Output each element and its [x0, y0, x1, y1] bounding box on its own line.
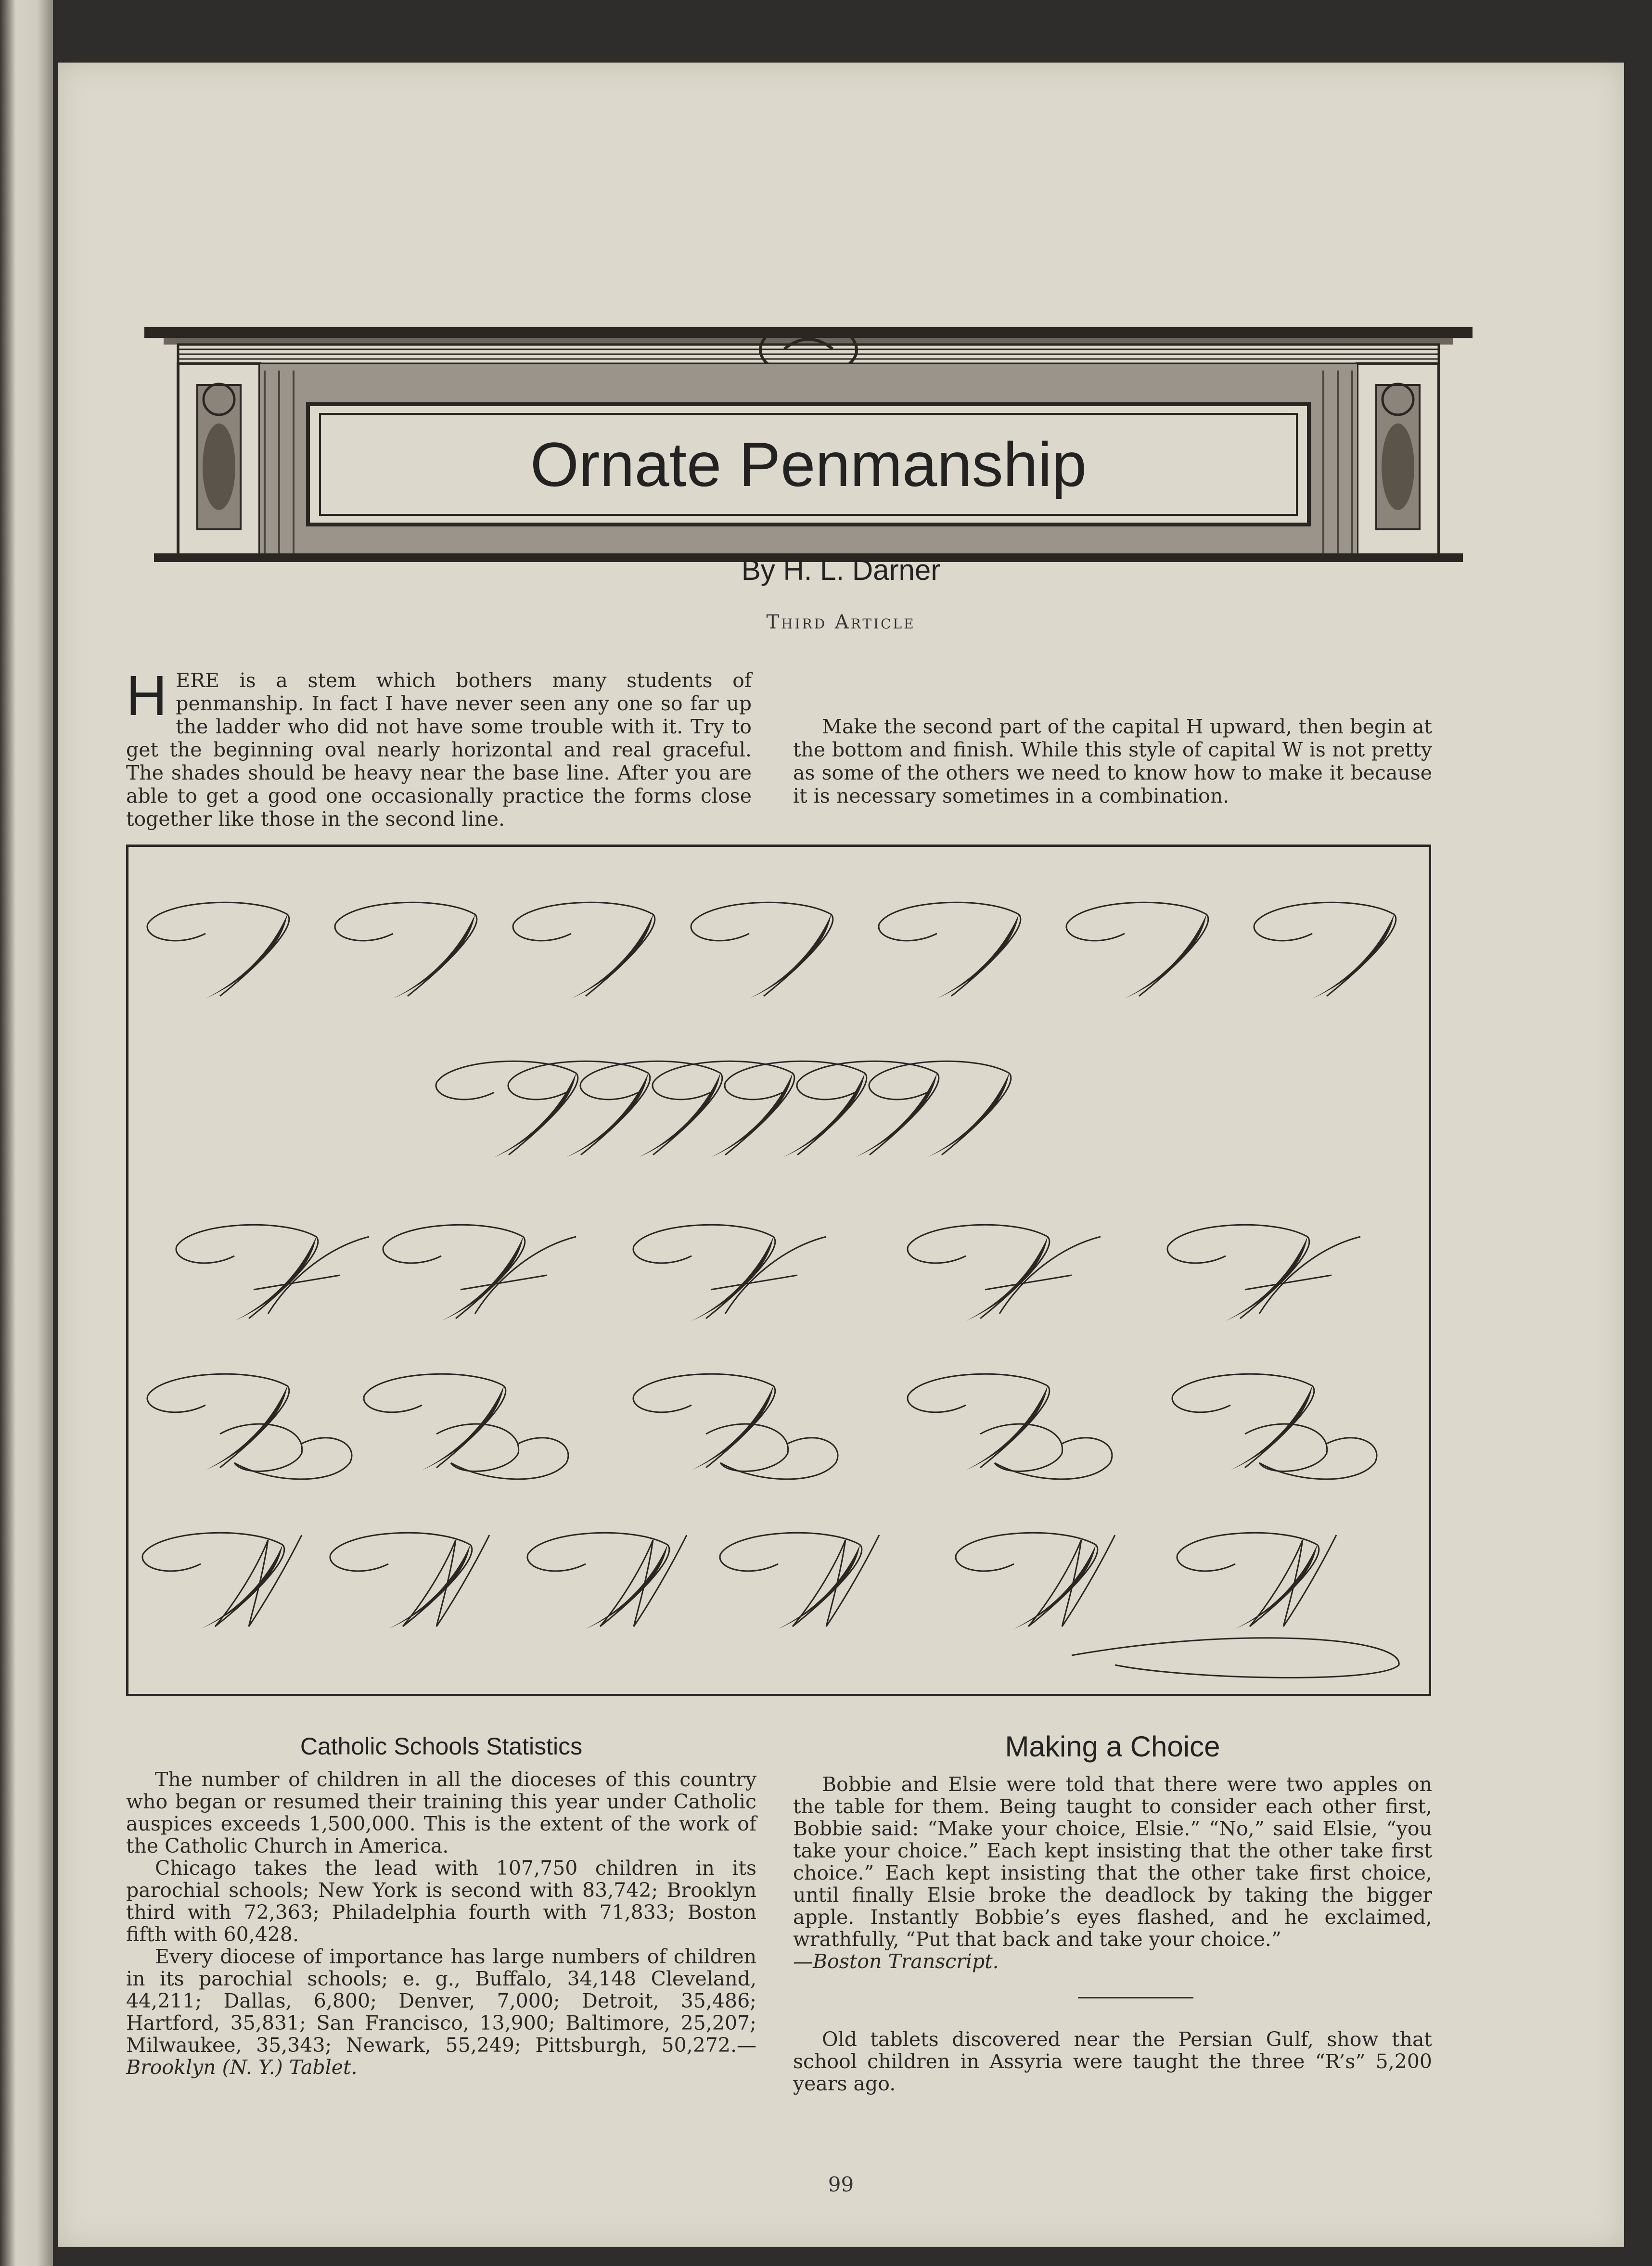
choice-source: —Boston Transcript. [793, 1950, 999, 1973]
row-capital-h [176, 1225, 1360, 1321]
choice-source-line [793, 1950, 1432, 1972]
row-stems [147, 902, 1396, 999]
article-column-right [793, 669, 1432, 807]
section-divider [1078, 1997, 1193, 1998]
catholic-paragraph-3 [126, 1946, 756, 2078]
row-capital-k [147, 1374, 1377, 1479]
choice-section-title: Making a Choice [1005, 1730, 1220, 1763]
catholic-source: Brooklyn (N. Y.) Tablet. [126, 2056, 358, 2079]
catholic-section-title: Catholic Schools Statistics [300, 1733, 583, 1760]
catholic-paragraph-1: The number of children in all the dioceses of this country who began or resumed their training this year under Catholic auspices exceeds 1,500,000. This is the extent of the work of the Catholic Church in America. [126, 1768, 756, 1857]
catholic-paragraph-3-text: Every diocese of importance has large numbers of children in its parochial schools; e. g., Buffalo, 34,148 Cleveland, 44,211; Dallas, 6,800; Denver, 7,000; Detroit, 35,486; Hartford, 35,831; San Francisco, 13,900; Baltimore, 25,207; Milwaukee, 35,343; Newark, 55,249; Pittsburgh, 50,272.— [126, 1945, 756, 2057]
choice-section-body [793, 1773, 1432, 1972]
tablets-paragraph: Old tablets discovered near the Persian Gulf, show that school children in Assyria were taught the three “R’s” 5,200 years ago. [793, 2028, 1432, 2095]
book-spine [0, 0, 53, 2266]
article-text: ERE is a stem which bothers many students of penmanship. In fact I have never seen any one so far up the ladder who did not have some trouble with it. Try to get the beginning oval nearly horizontal and real graceful. The shades should be heavy near the base line. After you are able to get a good one occasionally practice the forms close together like those in the second line. [126, 669, 752, 831]
ornate-header-banner [144, 255, 1473, 568]
article-column-left [126, 664, 752, 831]
penmanship-plate [126, 845, 1431, 1696]
row-capital-w [142, 1533, 1399, 1677]
article-paragraph [126, 664, 752, 831]
catholic-paragraph-2: Chicago takes the lead with 107,750 children in its parochial schools; New York is second with 83,742; Brooklyn third with 72,363; Philadelphia fourth with 71,833; Boston fifth with 60,428. [126, 1856, 756, 1946]
author-byline: By H. L. Darner [741, 554, 941, 586]
penmanship-specimens [128, 847, 1429, 1694]
magazine-page [58, 63, 1624, 2247]
page-title: Ornate Penmanship [530, 429, 1087, 499]
choice-paragraph: Bobbie and Elsie were told that there were two apples on the table for them. Being taught to consider each other first, Bobbie said: “Make your choice, Elsie.” “No,” said Elsie, “you take your choice.” Each kept insisting that the other take first choice.” Each kept insisting that the other take first choice, until finally Elsie broke the deadlock by taking the bigger apple. Instantly Bobbie’s eyes flashed, and he exclaimed, wrathfully, “Put that back and take your choice.” [793, 1773, 1432, 1951]
page-number: 99 [828, 2173, 854, 2196]
drop-cap: H [126, 664, 167, 728]
row-stem-combination [436, 1061, 1011, 1157]
article-type: Third Article [766, 611, 916, 633]
tablets-section-body [793, 2028, 1432, 2095]
article-paragraph: Make the second part of the capital H upward, then begin at the bottom and finish. While this style of capital W is not pretty as some of the others we need to know how to make it because it is necessary sometimes in a combination. [793, 715, 1432, 807]
catholic-section-body [126, 1768, 756, 2078]
